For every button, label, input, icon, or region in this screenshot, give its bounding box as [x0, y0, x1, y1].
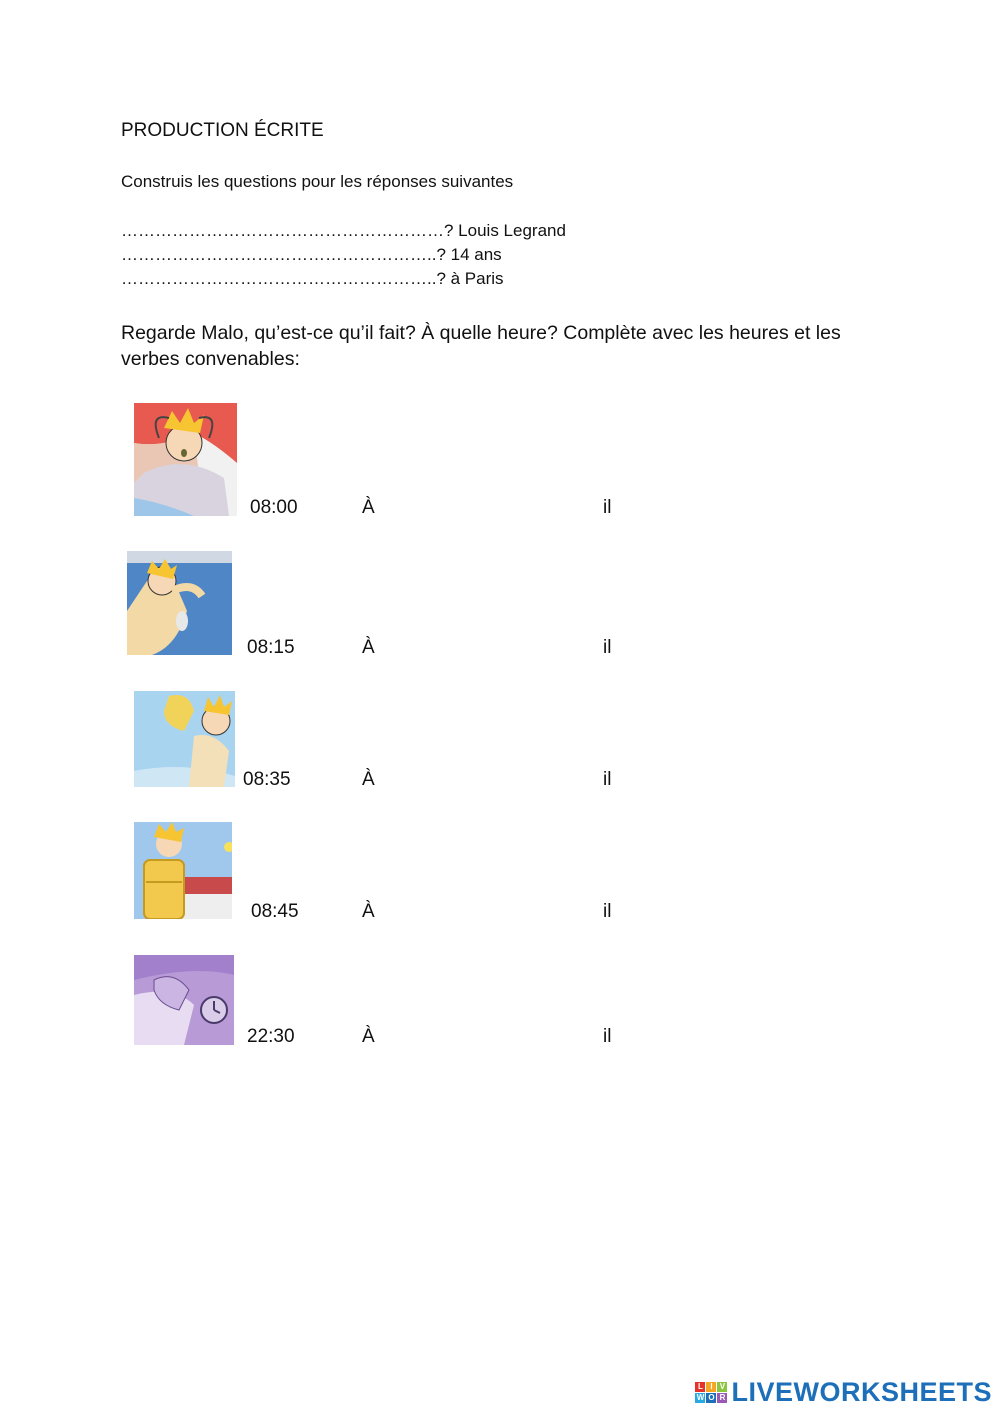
il-label: il [603, 901, 612, 922]
illustration-waking-up [134, 403, 237, 516]
a-label: À [362, 901, 375, 922]
liveworksheets-logo [695, 1377, 992, 1408]
question-line: ………………………………………………..? à Paris [121, 269, 504, 288]
il-label: il [603, 1026, 612, 1047]
question-line: …………………………………………………? Louis Legrand [121, 221, 566, 240]
illustration-getting-dressed [134, 691, 235, 787]
question-line: ………………………………………………..? 14 ans [121, 245, 502, 264]
exercise2-instruction: Regarde Malo, qu’est-ce qu’il fait? À quelle heure? Complète avec les heures et les verbes convenables: [121, 322, 841, 370]
time-label: 22:30 [247, 1026, 295, 1047]
time-label: 08:45 [251, 901, 299, 922]
time-label: 08:35 [243, 769, 291, 790]
time-label: 08:00 [250, 497, 298, 518]
illustration-showering [127, 551, 232, 655]
exercise1-instruction: Construis les questions pour les réponses suivantes [121, 172, 514, 191]
a-label: À [362, 497, 375, 518]
logo-grid-icon: L I V W O R [695, 1382, 727, 1403]
il-label: il [603, 637, 612, 658]
a-label: À [362, 1026, 375, 1047]
il-label: il [603, 497, 612, 518]
illustration-sleeping [134, 955, 234, 1045]
a-label: À [362, 637, 375, 658]
il-label: il [603, 769, 612, 790]
a-label: À [362, 769, 375, 790]
logo-text: LIVEWORKSHEETS [731, 1377, 992, 1407]
illustration-going-to-school [134, 822, 232, 919]
time-label: 08:15 [247, 637, 295, 658]
page-title: PRODUCTION ÉCRITE [121, 120, 324, 141]
